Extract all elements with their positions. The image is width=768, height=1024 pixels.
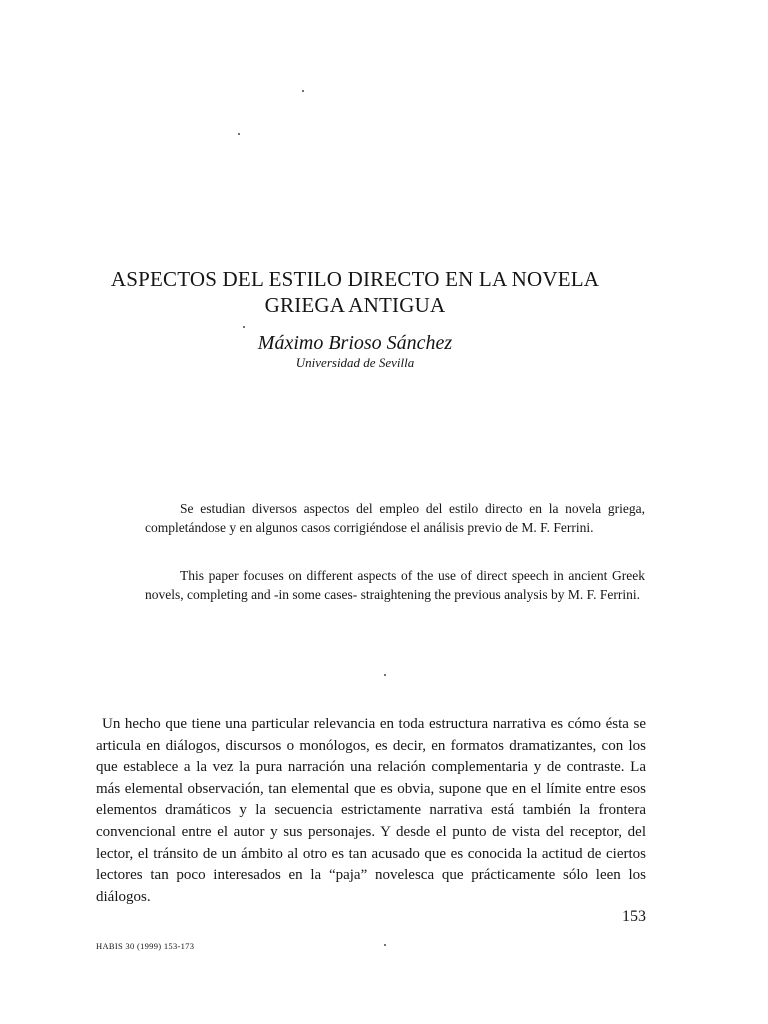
page-number: 153	[622, 908, 646, 925]
abstract-english: This paper focuses on different aspects of the use of direct speech in ancient Greek novels, completing and -in some cases- straightening the previous analysis by M. F. Ferrini.	[145, 568, 645, 602]
author-name: Máximo Brioso Sánchez	[257, 332, 453, 354]
scan-speck	[302, 90, 304, 92]
article-title	[60, 266, 650, 318]
article-title-line-2: GRIEGA ANTIGUA	[264, 293, 446, 317]
scan-speck	[384, 944, 386, 946]
article-title-line-1: ASPECTOS DEL ESTILO DIRECTO EN LA NOVELA	[110, 267, 600, 291]
scan-speck	[238, 133, 240, 135]
scan-speck	[384, 674, 386, 676]
author-affiliation: Universidad de Sevilla	[295, 355, 415, 370]
scan-speck	[243, 326, 245, 328]
abstract-spanish: Se estudian diversos aspectos del empleo del estilo directo en la novela griega, completándose y en algunos casos corrigiéndose el análisis previo de M. F. Ferrini.	[145, 501, 645, 535]
journal-reference: HABIS 30 (1999) 153-173	[96, 941, 195, 951]
body-paragraph: Un hecho que tiene una particular relevancia en toda estructura narrativa es cómo ésta se articula en diálogos, discursos o monólogos, es decir, en formatos dramatizantes, con los que establece a la vez la pura narración una relación complementaria y de contraste. La más elemental observación, tan elemental que es obvia, supone que en el límite entre esos elementos dramáticos y la secuencia estrictamente narrativa está también la frontera convencional entre el autor y sus personajes. Y desde el punto de vista del receptor, del lector, el tránsito de un ámbito al otro es tan acusado que es conocida la actitud de ciertos lectores tan poco interesados en la “paja” novelesca que prácticamente sólo leen los diálogos.	[96, 716, 646, 905]
